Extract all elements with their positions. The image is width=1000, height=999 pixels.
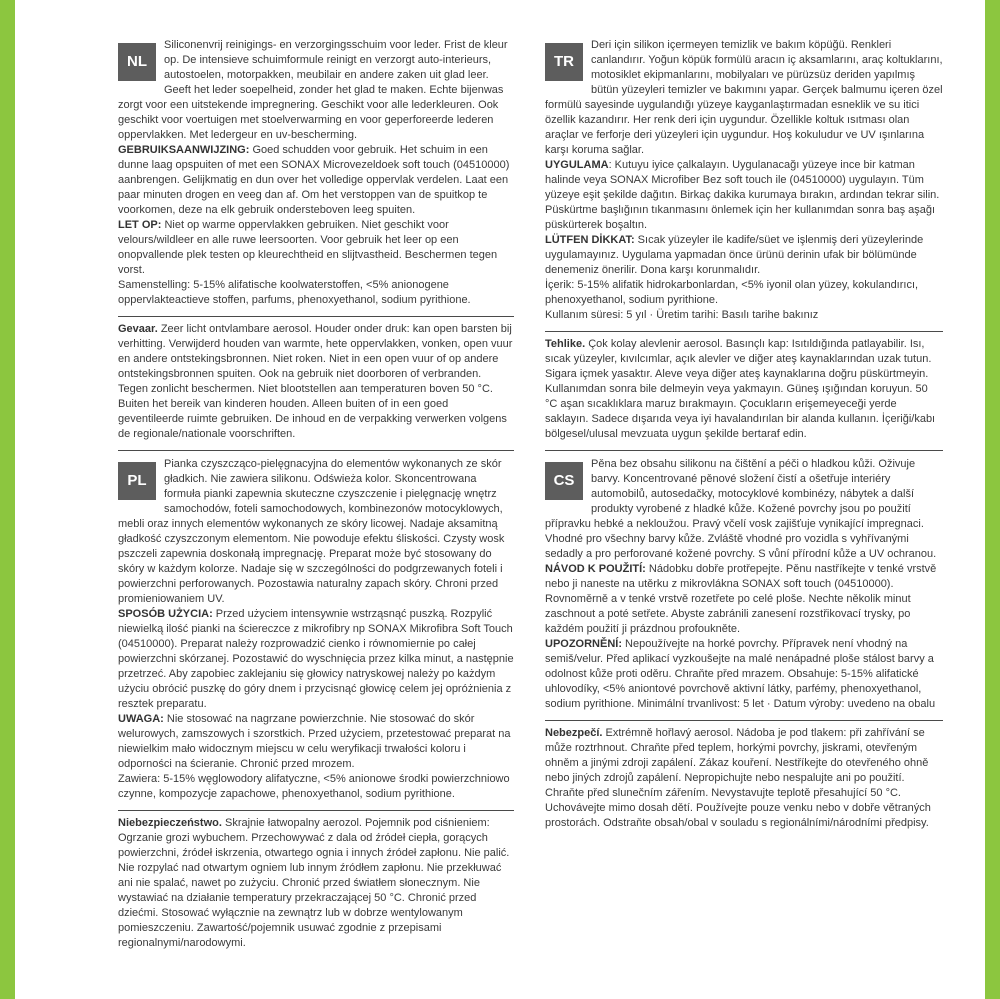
cs-usage-text: Nádobku dobře protřepejte. Pěnu nastříkejte v tenké vrstvě nebo ji naneste na utěrku z mikrovlákna SONAX soft touch (04510000). Rovnoměrně a v tenké vrstvě rozetřete po celé ploše. Nechte několik minut zaschnout a poté setřete. Abyste zabránili zanesení rozstřikovací trysky, po každém použití ji prázdnou profoukněte. [545, 563, 937, 635]
cs-caution-text: Nepoužívejte na horké povrchy. Přípravek není vhodný na semiš/velur. Před aplikací vyzkoušejte na malé nenápadné ploše stálost barvy a odolnost kůže proti oděru. Chraňte před mrazem. Obsahuje: 5-15% alifatické uhlovodíky, <5% aniontové povrchově aktivní látky, parfémy, phenoxyethanol, sodium pyrithione. Minimální trvanlivost: 5 let · Datum výroby: uvedeno na obalu [545, 638, 936, 710]
tr-shelf-life: Kullanım süresi: 5 yıl · Üretim tarihi: Basılı tarihe bakınız [545, 309, 819, 321]
pl-danger [118, 810, 514, 951]
nl-composition: Samenstelling: 5-15% alifatische koolwaterstoffen, <5% anionogene oppervlakteactieve stoffen, parfums, phenoxyethanol, sodium pyrithione. [118, 279, 471, 306]
language-badge-pl: PL [118, 462, 156, 500]
nl-usage-text: Goed schudden voor gebruik. Het schuim in een dunne laag opspuiten of met een SONAX Microvezeldoek soft touch (04510000) aanbrengen. Gelijkmatig en dun over het volledige oppervlak verdelen. Laat een paar minuten drogen en veeg dan af. Om het verstoppen van de spuitkop te voorkomen, deze na elk gebruik ondersteboven leeg spuiten. [118, 144, 510, 216]
cs-caution [545, 637, 943, 712]
cs-danger-label: Nebezpečí. [545, 727, 603, 739]
left-green-bar [0, 0, 15, 999]
cs-danger [545, 720, 943, 831]
tr-usage-text: : Kutuyu iyice çalkalayın. Uygulanacağı yüzeye ince bir katman halinde veya SONAX Microfiber Bez soft touch ile (04510000) uygulayın. Tüm yüzeye eşit şekilde dağıtın. Birkaç dakika kurumaya bırakın, ardından tekrar silin. Püskürtme başlığının tıkanmasını önlemek için her kullanımdan sonra baş aşağı püskürterek boşaltın. [545, 159, 940, 231]
pl-intro: Pianka czyszcząco-pielęgnacyjna do elementów wykonanych ze skór gładkich. Nie zawiera silikonu. Odświeża kolor. Skoncentrowana formuła pianki zapewnia skuteczne czyszczenie i pielęgnację wnętrz samochodów, foteli samochodowych, kombinezonów motocyklowych, mebli oraz innych elementów wykonanych ze skóry licowej. Nadaje aksamitną gładkość czyszczonym elementom. Nie powoduje efektu śliskości. Czysty wosk pszczeli zapewnia doskonałą impregnację. Preparat może być stosowany do skóry w każdym kolorze. Nadaje się w szczególności do podgrzewanych foteli i powierzchni perforowanych. Pozostawia naturalny zapach skóry. Chroni przed promieniowaniem UV. [118, 458, 505, 605]
tr-danger-text: Çok kolay alevlenir aerosol. Basınçlı kap: Isıtıldığında patlayabilir. Isı, sıcak yüzeyler, kıvılcımlar, açık alevler ve diğer ateş kaynaklarından uzak tutun. Sigara içmek yasaktır. Aleve veya diğer ateş kaynaklarına doğru püskürtmeyin. Kullanımdan sonra bile delmeyin veya yakmayın. Güneş ışığından koruyun. 50 °C aşan sıcaklıklara maruz bırakmayın. Çocukların erişemeyeceği yerde saklayın. Sadece dışarıda veya iyi havalandırılan bir alanda kullanın. İçeriği/kabı bölgesel/ulusal mevzuata uygun şekilde bertaraf edin. [545, 338, 936, 440]
tr-usage-label: UYGULAMA [545, 159, 609, 171]
cs-caution-label: UPOZORNĚNÍ: [545, 638, 622, 650]
tr-danger-label: Tehlike. [545, 338, 586, 350]
section-nl [118, 38, 514, 442]
tr-usage [545, 158, 943, 233]
pl-usage [118, 607, 514, 712]
cs-usage-label: NÁVOD K POUŽITÍ: [545, 563, 646, 575]
pl-usage-text: Przed użyciem intensywnie wstrząsnąć puszką. Rozpylić niewielką ilość pianki na ściereczce z mikrofibry np SONAX Mikrofibra Soft Touch (04510000). Preparat należy rozprowadzić cienko i równomiernie po całej powierzchni skórzanej. Pozostawić do wyschnięcia przez kilka minut, a następnie przetrzeć. Aby zapobiec zaklejaniu się głowicy natryskowej należy po każdym użyciu obrócić puszkę do góry dnem i przycisnąć głowicę celem jej opróżnienia z resztek preparatu. [118, 608, 514, 710]
pl-usage-label: SPOSÓB UŻYCIA: [118, 608, 213, 620]
language-badge-cs: CS [545, 462, 583, 500]
nl-danger [118, 316, 514, 442]
nl-caution-label: LET OP: [118, 219, 162, 231]
right-column [545, 38, 943, 831]
cs-danger-text: Extrémně hořlavý aerosol. Nádoba je pod tlakem: při zahřívání se může roztrhnout. Chraňte před teplem, horkými povrchy, jiskrami, otevřeným ohněm a jinými zdroji zapálení. Zákaz kouření. Nestříkejte do otevřeného ohně nebo jiných zdrojů zapálení. Nepropichujte nebo nespalujte ani po použití. Chraňte před slunečním zářením. Nevystavujte teplotě přesahující 50 °C. Uchovávejte mimo dosah dětí. Používejte pouze venku nebo v dobře větraných prostorách. Odstraňte obsah/obal v souladu s regionálními/národními předpisy. [545, 727, 931, 829]
right-green-bar [985, 0, 1000, 999]
section-pl [118, 450, 514, 951]
section-cs [545, 450, 943, 831]
tr-intro: Deri için silikon içermeyen temizlik ve bakım köpüğü. Renkleri canlandırır. Yoğun köpük formülü aracın iç aksamlarını, araç koltuklarını, motosiklet ekipmanlarını, mobilyaları ve pürüzsüz deriden yapılmış bütün yüzeyleri temizler ve bakımını yapar. Gerçek balmumu içeren özel formülü sayesinde uygulandığı yüzeye kayganlaştırmadan esneklik ve su itici özellik kazandırır. Her renk deri için uygundur. Özellikle koltuk ısıtması olan araçlar ve ferforje deri yüzeyleri için uygundur. Hoş kokuludur ve UV ışınlarına karşı koruma sağlar. [545, 39, 943, 156]
nl-usage [118, 143, 514, 218]
tr-caution-label: LÜTFEN DİKKAT: [545, 234, 635, 246]
pl-danger-label: Niebezpieczeństwo. [118, 817, 222, 829]
pl-danger-text: Skrajnie łatwopalny aerozol. Pojemnik pod ciśnieniem: Ogrzanie grozi wybuchem. Przechowywać z dala od źródeł ciepła, gorących powierzchni, źródeł iskrzenia, otwartego ognia i innych źródeł zapłonu. Nie palić. Nie rozpylać nad otwartym ogniem lub innym źródłem zapłonu. Nie przekłuwać ani nie spalać, nawet po zużyciu. Chronić przed światłem słonecznym. Nie wystawiać na działanie temperatury przekraczającej 50 °C. Chronić przed dziećmi. Stosować wyłącznie na zewnątrz lub w dobrze wentylowanym pomieszczeniu. Zawartość/pojemnik usuwać zgodnie z przepisami regionalnymi/narodowymi. [118, 817, 510, 949]
pl-caution [118, 712, 514, 772]
tr-caution [545, 233, 943, 278]
cs-intro: Pěna bez obsahu silikonu na čištění a péči o hladkou kůži. Oživuje barvy. Koncentrované pěnové složení čistí a ošetřuje interiéry automobilů, autosedačky, motocyklové kombinézy, nábytek a další produkty vyrobené z hladké kůže. Kožené povrchy jsou po použití přípravku hebké a nekloužou. Pravý včelí vosk zajišťuje vynikající impregnaci. Vhodné pro všechny barvy kůže. Zvláště vhodné pro vozidla s vyhřívanými sedadly a pro perforované kožené povrchy. S vůní přírodní kůže a UV ochranou. [545, 458, 937, 560]
left-column [118, 38, 514, 951]
nl-danger-label: Gevaar. [118, 323, 158, 335]
nl-danger-text: Zeer licht ontvlambare aerosol. Houder onder druk: kan open barsten bij verhitting. Verwijderd houden van warmte, hete oppervlakken, vonken, open vuur en andere ontstekingsbronnen. Niet roken. Niet in een open vuur of op andere ontstekingsbronnen spuiten. Ook na gebruik niet doorboren of verbranden. Tegen zonlicht beschermen. Niet blootstellen aan temperaturen boven 50 °C. Buiten het bereik van kinderen houden. Alleen buiten of in een goed geventileerde ruimte gebruiken. De inhoud en de verpakking verwerken volgens de regionale/nationale voorschriften. [118, 323, 513, 440]
cs-usage [545, 562, 943, 637]
pl-composition: Zawiera: 5-15% węglowodory alifatyczne, <5% anionowe środki powierzchniowo czynne, kompozycje zapachowe, phenoxyethanol, sodium pyrithione. [118, 773, 510, 800]
nl-caution [118, 218, 514, 278]
section-tr [545, 38, 943, 442]
tr-composition: İçerik: 5-15% alifatik hidrokarbonlardan, <5% iyonil olan yüzey, kokulandırıcı, phenoxyethanol, sodium pyrithione. [545, 279, 919, 306]
pl-caution-text: Nie stosować na nagrzane powierzchnie. Nie stosować do skór welurowych, zamszowych i szorstkich. Przed użyciem, przetestować preparat na niewielkim mało widocznym miejscu w celu weryfikacji trwałości koloru i odporności na ścieranie. Chronić przed mrozem. [118, 713, 511, 770]
language-badge-tr: TR [545, 43, 583, 81]
tr-caution-text: Sıcak yüzeyler ile kadife/süet ve işlenmiş deri yüzeylerinde uygulamayınız. Uygulama yapmadan önce ürünü derinin ufak bir bölümünde denemeniz önerilir. Dona karşı korunmalıdır. [545, 234, 924, 276]
tr-danger [545, 331, 943, 442]
nl-caution-text: Niet op warme oppervlakken gebruiken. Niet geschikt voor velours/wildleer en alle ruwe leersoorten. Voor gebruik het leer op een onopvallende plek testen op kleurechtheid en slijtvastheid. Beschermen tegen vorst. [118, 219, 498, 276]
language-badge-nl: NL [118, 43, 156, 81]
nl-usage-label: GEBRUIKSAANWIJZING: [118, 144, 250, 156]
nl-intro: Siliconenvrij reinigings- en verzorgingsschuim voor leder. Frist de kleur op. De intensieve schuimformule reinigt en verzorgt auto-interieurs, autostoelen, motorpakken, meubilair en andere zaken uit glad leer. Geeft het leder soepelheid, zonder het glad te maken. Echte bijenwas zorgt voor een uitstekende impregnering. Geschikt voor alle lederkleuren. Ook geschikt voor voertuigen met stoelverwarming en voor geperforeerde lederen oppervlakken. Met ledergeur en uv-bescherming. [118, 39, 508, 141]
pl-caution-label: UWAGA: [118, 713, 164, 725]
